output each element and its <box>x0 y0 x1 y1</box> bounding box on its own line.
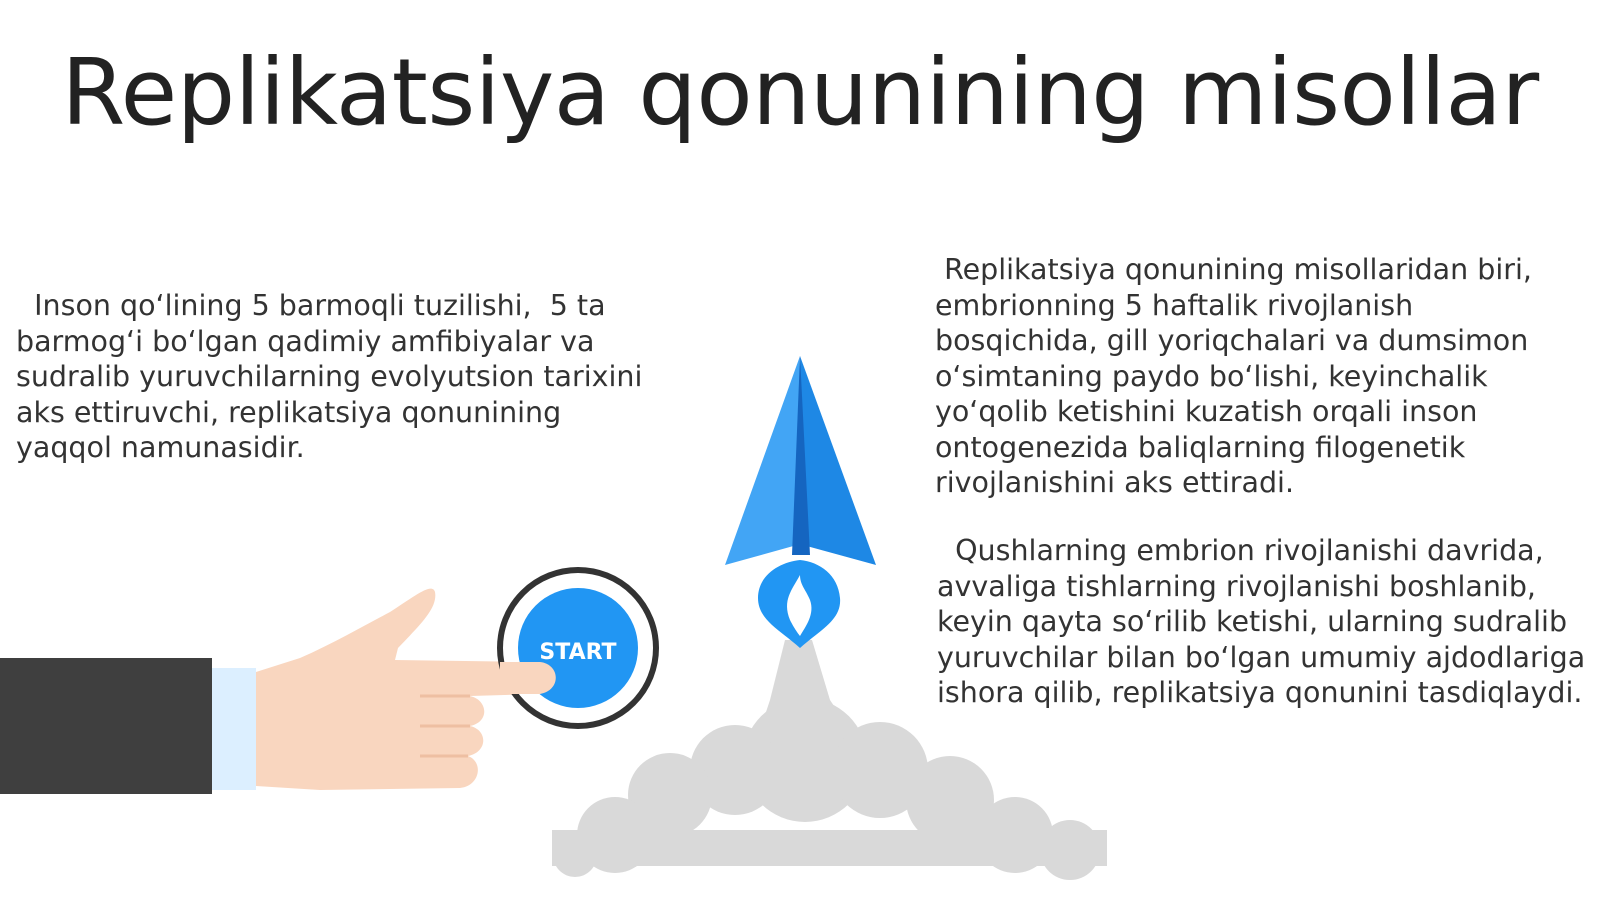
left-paragraph: Inson qo‘lining 5 barmoqli tuzilishi, 5 ta barmog‘i bo‘lgan qadimiy amfibiyalar va sudralib yuruvchilarning evolyutsion tarixini aks ettiruvchi, replikatsiya qonunining yaqqol namunasidir. <box>16 289 652 464</box>
hand-pointer-icon <box>0 589 556 794</box>
right-paragraph-2: Qushlarning embrion rivojlanishi davrida, avvaliga tishlarning rivojlanishi boshlanib, keyin qayta so‘rilib ketishi, ularning sudralib yuruvchilar bilan bo‘lgan umumiy ajdodlariga ishora qilib, replikatsiya qonunini tasdiqlaydi. <box>937 534 1595 709</box>
start-button-label: START <box>539 640 617 665</box>
paper-rocket-icon <box>725 356 876 648</box>
right-paragraph-1: Replikatsiya qonunining misollaridan biri, embrionning 5 haftalik rivojlanish bosqichida, gill yoriqchalari va dumsimon o‘simtaning paydo bo‘lishi, keyinchalik yo‘qolib ketishini kuzatish orqali inson ontogenezida baliqlarning filogenetik rivojlanishini aks ettiradi. <box>935 253 1542 499</box>
slide-title: Replikatsiya qonunining misollar <box>61 39 1539 146</box>
